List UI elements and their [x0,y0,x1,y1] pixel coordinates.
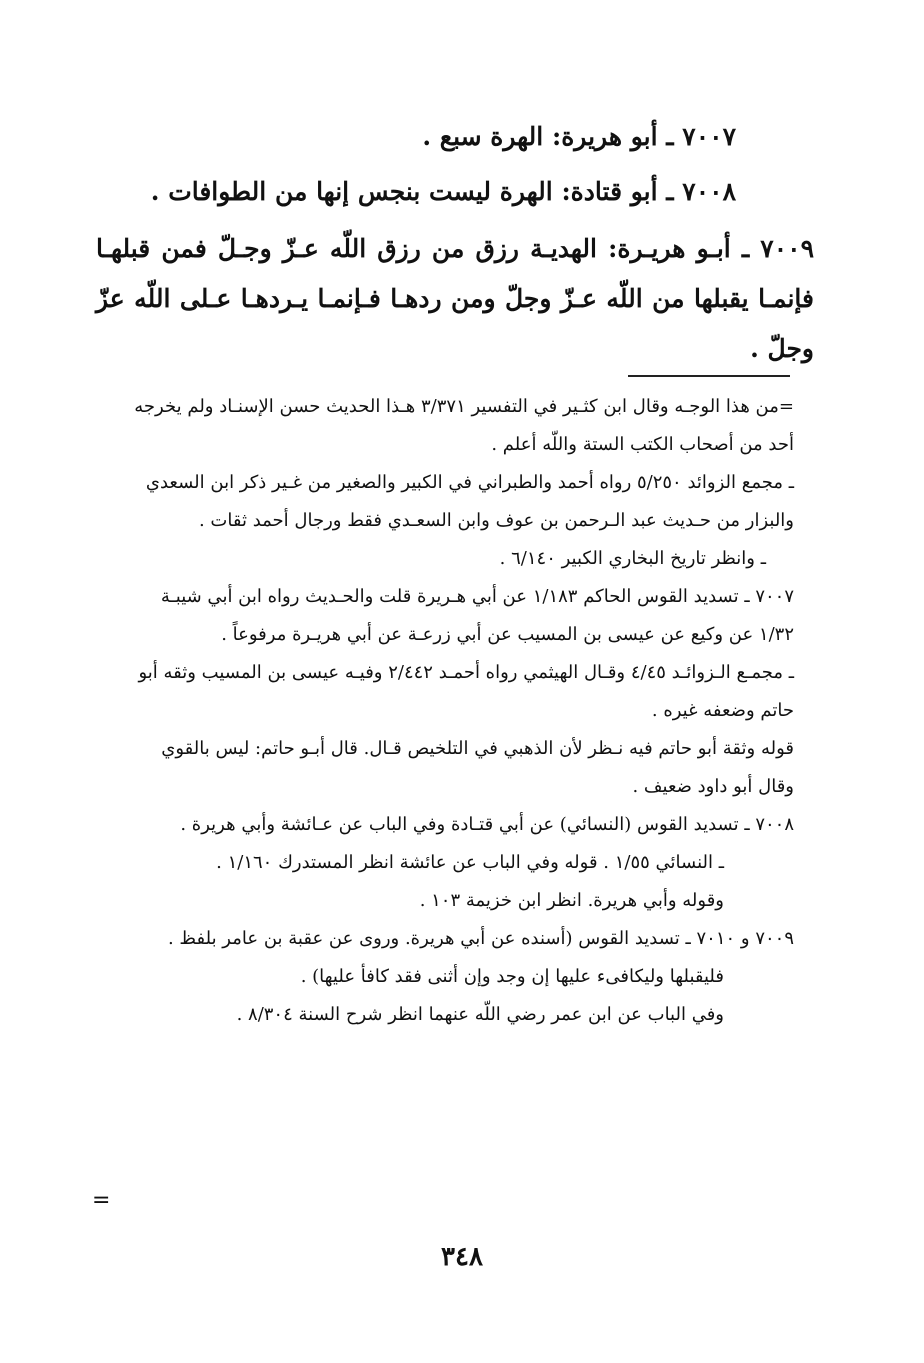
footnote-paragraph: ـ مجمع الزوائد ٥/٢٥٠ رواه أحمد والطبراني في الكبير والصغير من غـير ذكر ابن السعدي والبزار من حـديث عبد الـرحمن بن عوف وابن السعـدي فقط ورجال أحمد ثقات . [145,472,794,531]
footnote-paragraph: وقوله وأبي هريرة. انظر ابن خزيمة ١٠٣ . [419,890,724,911]
narrator-name: أبو هريرة [561,122,658,151]
footnote-paragraph: =من هذا الوجـه وقال ابن كثـير في التفسير ٣/٣٧١ هـذا الحديث حسن الإسنـاد ولم يخرجه أحد من أصحاب الكتب الستة واللّه أعلم . [134,396,794,455]
footnote-paragraph: ـ النسائي ١/٥٥ . قوله وفي الباب عن عائشة انظر المستدرك ١/١٦٠ . [216,852,724,873]
footnotes [122,388,794,1034]
hadith-number: ٧٠٠٧ [682,122,736,151]
footnote-paragraph: ٧٠٠٩ و ٧٠١٠ ـ تسديد القوس (أسنده عن أبي هريرة. وروى عن عقبة بن عامر بلفظ . [167,928,794,949]
hadith-text: الهرة سبع . [422,122,544,151]
continuation-mark: = [92,1188,111,1213]
hadith-text: الهديـة رزق من رزق اللّه عـزّ وجـلّ فمن قبلهـا فإنمـا يقبلها من اللّه عـزّ وجلّ ومن ردهـا فـإنمـا يـردهـا عـلى اللّه عزّ وجلّ . [96,234,814,363]
hadith-entry-7008: ٧٠٠٨ ـ أبو قتادة: الهرة ليست بنجس إنها من الطوافات . [150,177,736,206]
footnote-paragraph: وفي الباب عن ابن عمر رضي اللّه عنهما انظر شرح السنة ٨/٣٠٤ . [236,1004,724,1025]
footnote-paragraph: قوله وثقة أبو حاتم فيه نـظر لأن الذهبي في التلخيص قـال. قال أبـو حاتم: ليس بالقوي وقال أبو داود ضعيف . [161,738,794,797]
footnote-paragraph: ـ وانظر تاريخ البخاري الكبير ٦/١٤٠ . [499,548,766,569]
footnote-paragraph: فليقبلها وليكافىء عليها إن وجد وإن أثنى فقد كافأ عليها) . [300,966,724,987]
narrator-name: أبو قتادة [570,177,658,206]
hadith-number: ٧٠٠٨ [682,177,736,206]
footnote-paragraph: ٧٠٠٧ ـ تسديد القوس الحاكم ١/١٨٣ عن أبي هـريرة قلت والحـديث رواه ابن أبي شيبـة ١/٣٢ عن وكيع عن عيسى بن المسيب عن أبي زرعـة عن أبي هريـرة مرفوعاً . [160,586,794,645]
narrator-name: أبـو هريـرة [617,234,731,263]
hadith-entry-7007: ٧٠٠٧ ـ أبو هريرة: الهرة سبع . [422,122,736,151]
hadith-text: الهرة ليست بنجس إنها من الطوافات . [150,177,553,206]
footnote-separator [628,375,790,377]
page-number: ٣٤٨ [441,1242,483,1272]
footnote-paragraph: ـ مجمـع الـزوائـد ٤/٤٥ وقـال الهيثمي رواه أحمـد ٢/٤٤٢ وفيـه عيسى بن المسيب وثقه أبو حاتم وضعفه غيره . [138,662,794,721]
hadith-number: ٧٠٠٩ [760,234,815,263]
hadith-entry-7009: ٧٠٠٩ ـ أبـو هريـرة: الهديـة رزق من رزق اللّه عـزّ وجـلّ فمن قبلهـا فإنمـا يقبلها من اللّه عـزّ وجلّ ومن ردهـا فـإنمـا يـردهـا عـلى اللّه عزّ وجلّ . [96,234,815,363]
footnote-paragraph: ٧٠٠٨ ـ تسديد القوس (النسائي) عن أبي قتـادة وفي الباب عن عـائشة وأبي هريرة . [180,814,794,835]
